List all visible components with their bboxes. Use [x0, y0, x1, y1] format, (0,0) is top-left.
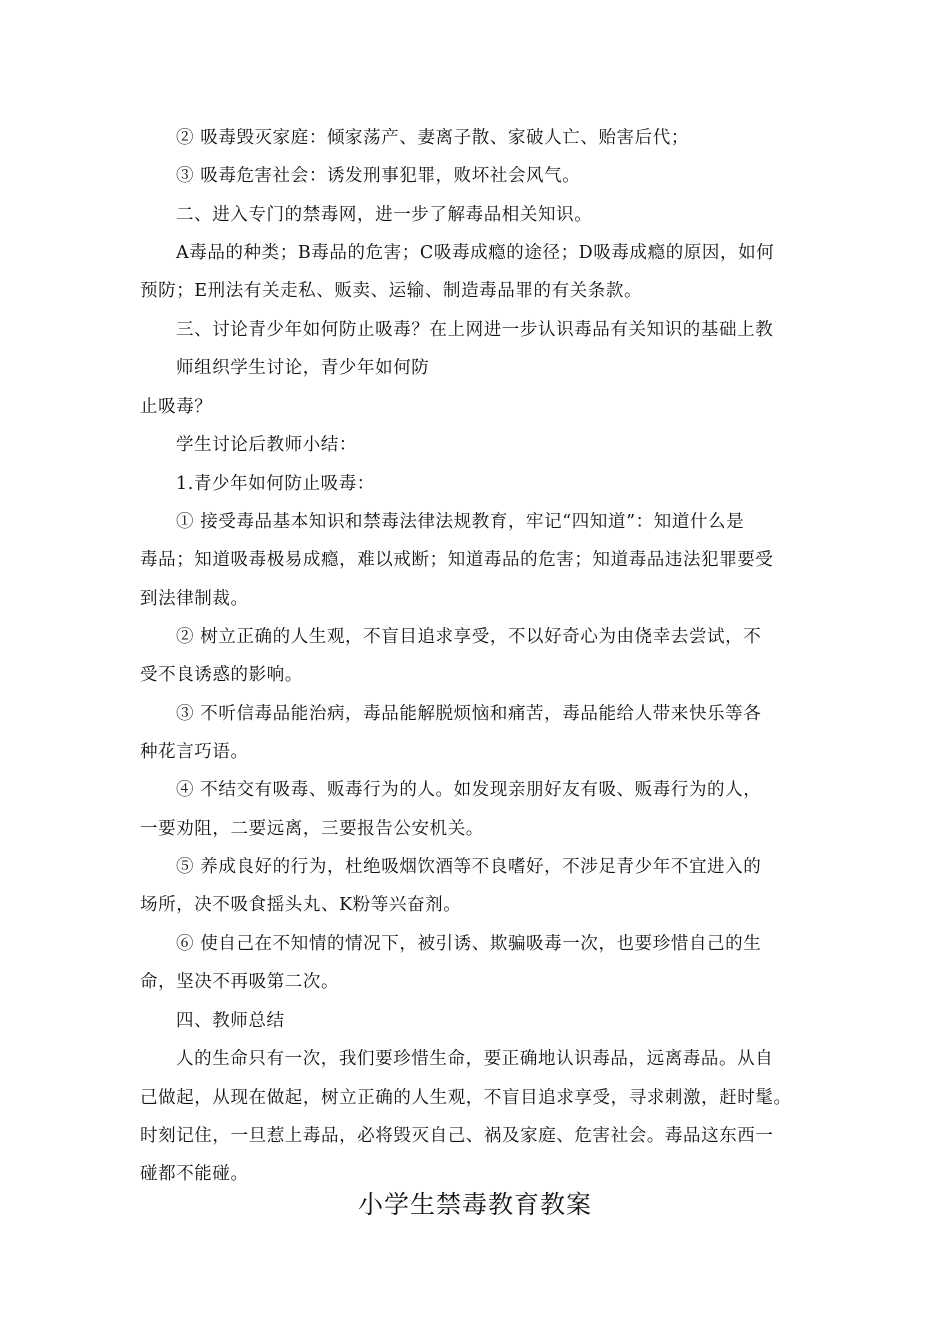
text-line: 场所，决不吸食摇头丸、K粉等兴奋剂。 — [140, 895, 462, 915]
text-line: 种花言巧语。 — [140, 742, 249, 762]
text-line: ① 接受毒品基本知识和禁毒法律法规教育，牢记“四知道”：知道什么是 — [176, 512, 745, 532]
text-line: 三、讨论青少年如何防止吸毒？在上网进一步认识毒品有关知识的基础上教 — [176, 320, 774, 340]
text-line: ⑤ 养成良好的行为，杜绝吸烟饮酒等不良嗜好，不涉足青少年不宜进入的 — [176, 857, 762, 877]
text-line: 碰都不能碰。 — [140, 1164, 249, 1184]
text-line: 二、进入专门的禁毒网，进一步了解毒品相关知识。 — [176, 205, 593, 225]
text-line: ③ 吸毒危害社会：诱发刑事犯罪，败坏社会风气。 — [176, 166, 581, 186]
text-line: 师组织学生讨论，青少年如何防 — [176, 358, 430, 378]
document-title: 小学生禁毒教育教案 — [357, 1190, 592, 1219]
text-line: ④ 不结交有吸毒、贩毒行为的人。如发现亲朋好友有吸、贩毒行为的人， — [176, 780, 762, 800]
text-line: 毒品；知道吸毒极易成瘾，难以戒断；知道毒品的危害；知道毒品违法犯罪要受 — [140, 550, 774, 570]
text-line: 学生讨论后教师小结： — [176, 435, 357, 455]
text-line: ② 树立正确的人生观，不盲目追求享受，不以好奇心为由侥幸去尝试，不 — [176, 627, 762, 647]
text-line: 时刻记住，一旦惹上毒品，必将毁灭自己、祸及家庭、危害社会。毒品这东西一 — [140, 1126, 774, 1146]
text-line: 1.青少年如何防止吸毒： — [176, 474, 375, 494]
text-line: 己做起，从现在做起，树立正确的人生观，不盲目追求享受，寻求刺激，赶时髦。 — [140, 1088, 792, 1108]
text-line: 受不良诱惑的影响。 — [140, 665, 303, 685]
text-line: 一要劝阻，二要远离，三要报告公安机关。 — [140, 819, 484, 839]
text-line: ⑥ 使自己在不知情的情况下，被引诱、欺骗吸毒一次，也要珍惜自己的生 — [176, 934, 762, 954]
text-line: 到法律制裁。 — [140, 589, 249, 609]
text-line: 命，坚决不再吸第二次。 — [140, 972, 340, 992]
text-line: 止吸毒？ — [140, 397, 213, 417]
text-line: 四、教师总结 — [176, 1011, 285, 1031]
text-line: ③ 不听信毒品能治病，毒品能解脱烦恼和痛苦，毒品能给人带来快乐等各 — [176, 704, 762, 724]
text-line: 人的生命只有一次，我们要珍惜生命，要正确地认识毒品，远离毒品。从自 — [176, 1049, 774, 1069]
text-line: ② 吸毒毁灭家庭：倾家荡产、妻离子散、家破人亡、贻害后代； — [176, 128, 689, 148]
text-line: 预防；E刑法有关走私、贩卖、运输、制造毒品罪的有关条款。 — [140, 281, 643, 301]
text-line: A毒品的种类；B毒品的危害；C吸毒成瘾的途径；D吸毒成瘾的原因，如何 — [176, 243, 775, 263]
